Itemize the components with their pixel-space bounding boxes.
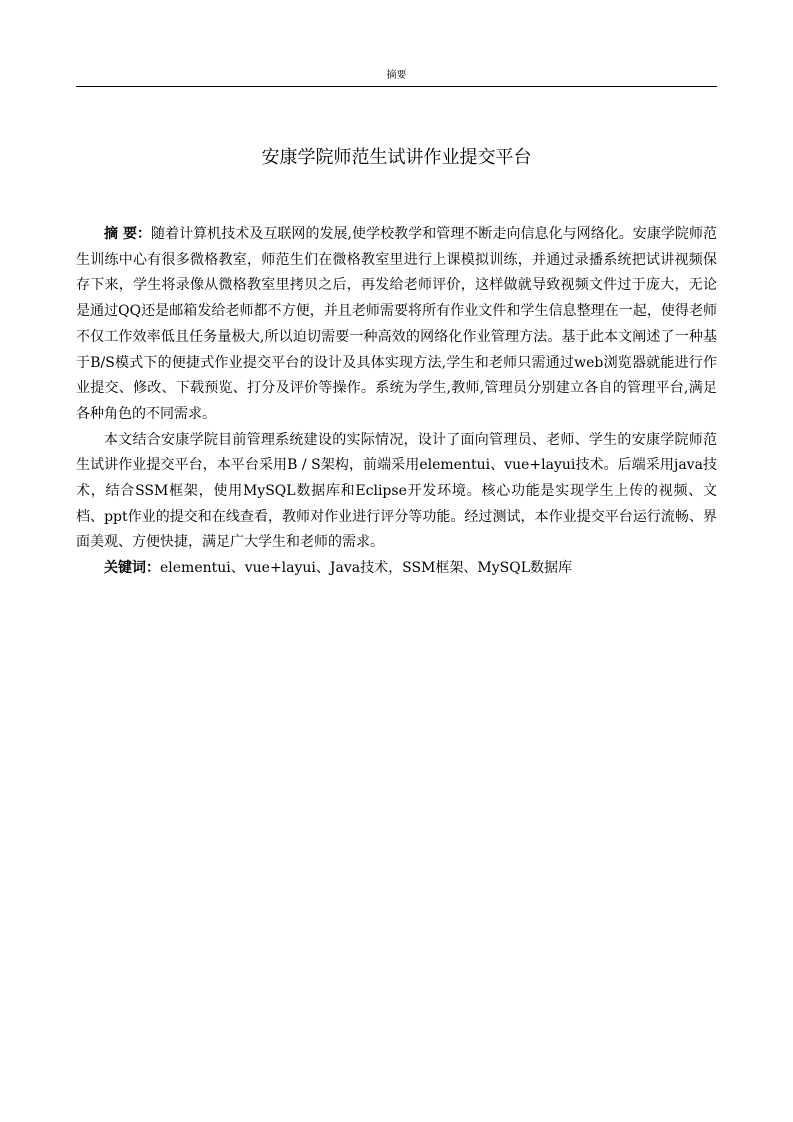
document-title: 安康学院师范生试讲作业提交平台 xyxy=(261,147,532,168)
abstract-paragraph-1 xyxy=(76,222,717,428)
abstract-body xyxy=(76,222,717,582)
keywords-label: 关键词： xyxy=(104,560,160,577)
abstract-label: 摘 要： xyxy=(104,226,152,242)
abstract-paragraph-2: 本文结合安康学院目前管理系统建设的实际情况，设计了面向管理员、老师、学生的安康学院师范生试讲作业提交平台，本平台采用B / S架构，前端采用elementui、vue+layui技术。后端采用java技术，结合SSM框架，使用MySQL数据库和Eclipse开发环境。核心功能是实现学生上传的视频、文档、ppt作业的提交和在线查看，教师对作业进行评分等功能。经过测试，本作业提交平台运行流畅、界面美观、方便快捷，满足广大学生和老师的需求。 xyxy=(76,431,717,551)
running-header: 摘要 xyxy=(386,70,407,81)
keywords-line xyxy=(76,556,717,582)
header-rule xyxy=(76,86,717,87)
keywords-text: elementui、vue+layui、Java技术，SSM框架、MySQL数据库 xyxy=(160,560,573,577)
abstract-paragraph-1-text: 随着计算机技术及互联网的发展,使学校教学和管理不断走向信息化与网络化。安康学院师范生训练中心有很多微格教室，师范生们在微格教室里进行上课模拟训练，并通过录播系统把试讲视频保存下来，学生将录像从微格教室里拷贝之后，再发给老师评价，这样做就导致视频文件过于庞大，无论是通过QQ还是邮箱发给老师都不方便，并且老师需要将所有作业文件和学生信息整理在一起，使得老师不仅工作效率低且任务量极大,所以迫切需要一种高效的网络化作业管理方法。基于此本文阐述了一种基于B/S模式下的便捷式作业提交平台的设计及具体实现方法,学生和老师只需通过web浏览器就能进行作业提交、修改、下载预览、打分及评价等操作。系统为学生,教师,管理员分别建立各自的管理平台,满足各种角色的不同需求。 xyxy=(76,226,717,422)
